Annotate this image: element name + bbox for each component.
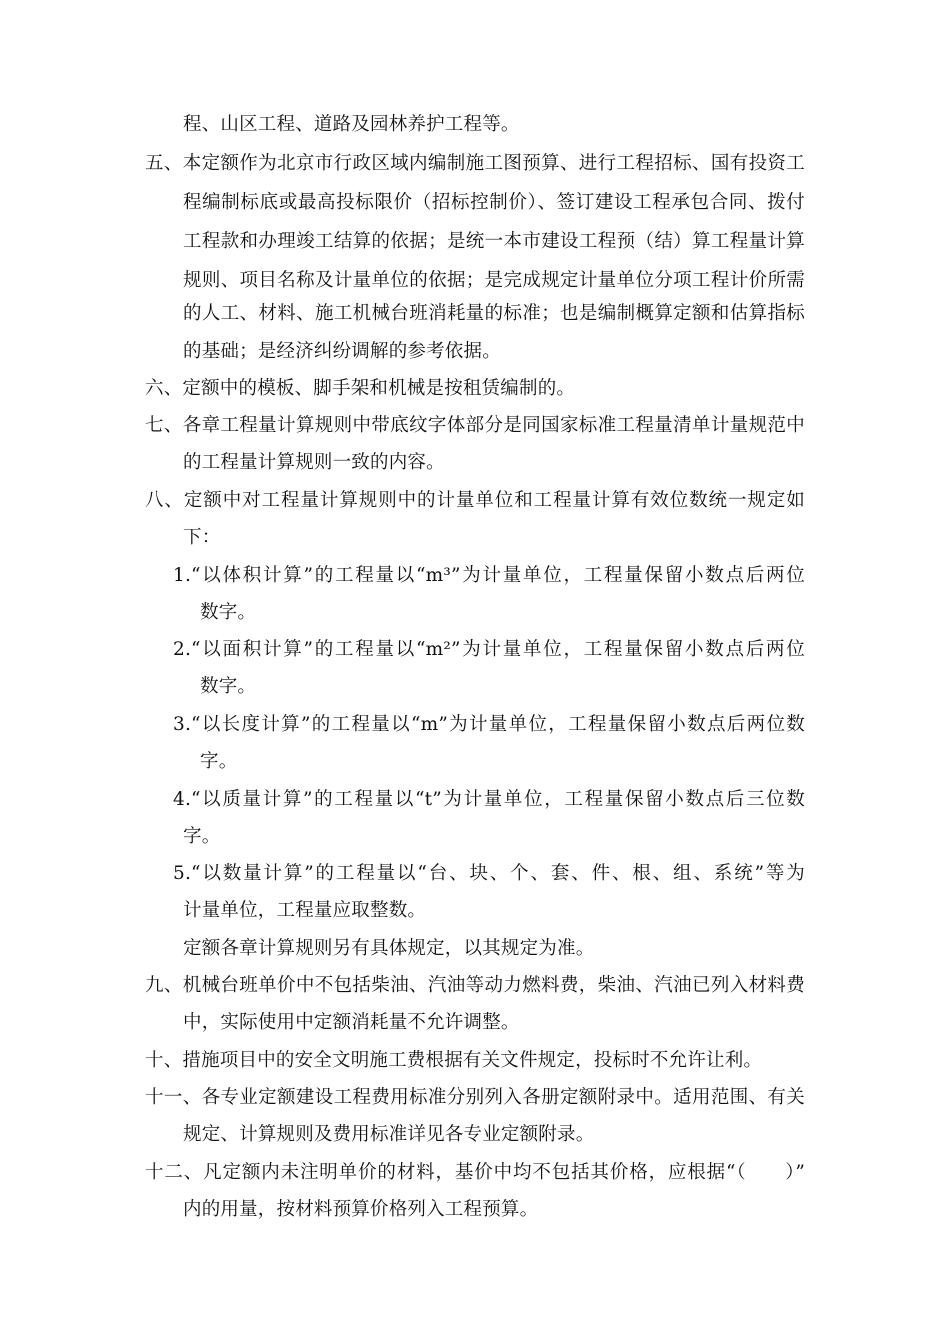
paragraph-9-line-1: 九、机械台班单价中不包括柴油、汽油等动力燃料费，柴油、汽油已列入材料费 (145, 975, 805, 996)
item-5-line-2: 计量单位，工程量应取整数。 (183, 900, 427, 921)
paragraph-7-line-1: 七、各章工程量计算规则中带底纹字体部分是同国家标准工程量清单计量规范中 (145, 415, 805, 436)
paragraph-11-line-1: 十一、各专业定额建设工程费用标准分别列入各册定额附录中。适用范围、有关 (145, 1087, 805, 1108)
paragraph-continuation-line: 程、山区工程、道路及园林养护工程等。 (183, 114, 520, 135)
paragraph-11-line-2: 规定、计算规则及费用标准详见各专业定额附录。 (183, 1124, 595, 1145)
item-1-line-2: 数字。 (200, 602, 257, 623)
paragraph-5-line-4: 规则、项目名称及计量单位的依据；是完成规定计量单位分项工程计价所需 (183, 270, 805, 291)
paragraph-5-line-1: 五、本定额作为北京市行政区域内编制施工图预算、进行工程招标、国有投资工 (145, 153, 805, 174)
paragraph-9-line-2: 中，实际使用中定额消耗量不允许调整。 (183, 1012, 520, 1033)
paragraph-8-line-1: 八、定额中对工程量计算规则中的计量单位和工程量计算有效位数统一规定如 (145, 490, 805, 511)
item-1-line-1: 1.“以体积计算”的工程量以“m³”为计量单位，工程量保留小数点后两位 (173, 565, 805, 586)
item-5-line-1: 5.“以数量计算”的工程量以“台、块、个、套、件、根、组、系统”等为 (173, 863, 805, 884)
paragraph-10: 十、措施项目中的安全文明施工费根据有关文件规定，投标时不允许让利。 (145, 1050, 763, 1071)
paragraph-5-line-5: 的人工、材料、施工机械台班消耗量的标准；也是编制概算定额和估算指标 (183, 303, 805, 324)
paragraph-5-line-6: 的基础；是经济纠纷调解的参考依据。 (183, 341, 501, 362)
item-2-line-1: 2.“以面积计算”的工程量以“m²”为计量单位，工程量保留小数点后两位 (173, 639, 805, 660)
item-note: 定额各章计算规则另有具体规定，以其规定为准。 (183, 938, 595, 959)
item-4-line-1: 4.“以质量计算”的工程量以“t”为计量单位，工程量保留小数点后三位数 (173, 789, 805, 810)
paragraph-5-line-3: 工程款和办理竣工结算的依据；是统一本市建设工程预（结）算工程量计算 (183, 231, 805, 252)
paragraph-8-line-2: 下： (183, 527, 221, 548)
item-3-line-1: 3.“以长度计算”的工程量以“m”为计量单位，工程量保留小数点后两位数 (173, 714, 805, 735)
paragraph-5-line-2: 程编制标底或最高投标限价（招标控制价）、签订建设工程承包合同、拨付 (183, 192, 805, 213)
paragraph-12-line-2: 内的用量，按材料预算价格列入工程预算。 (183, 1199, 539, 1220)
item-2-line-2: 数字。 (200, 676, 257, 697)
item-4-line-2: 字。 (183, 826, 221, 847)
paragraph-6: 六、定额中的模板、脚手架和机械是按租赁编制的。 (145, 378, 576, 399)
paragraph-12-line-1: 十二、凡定额内未注明单价的材料，基价中均不包括其价格，应根据“（ ）” (145, 1162, 805, 1183)
item-3-line-2: 字。 (200, 751, 238, 772)
paragraph-7-line-2: 的工程量计算规则一致的内容。 (183, 452, 445, 473)
